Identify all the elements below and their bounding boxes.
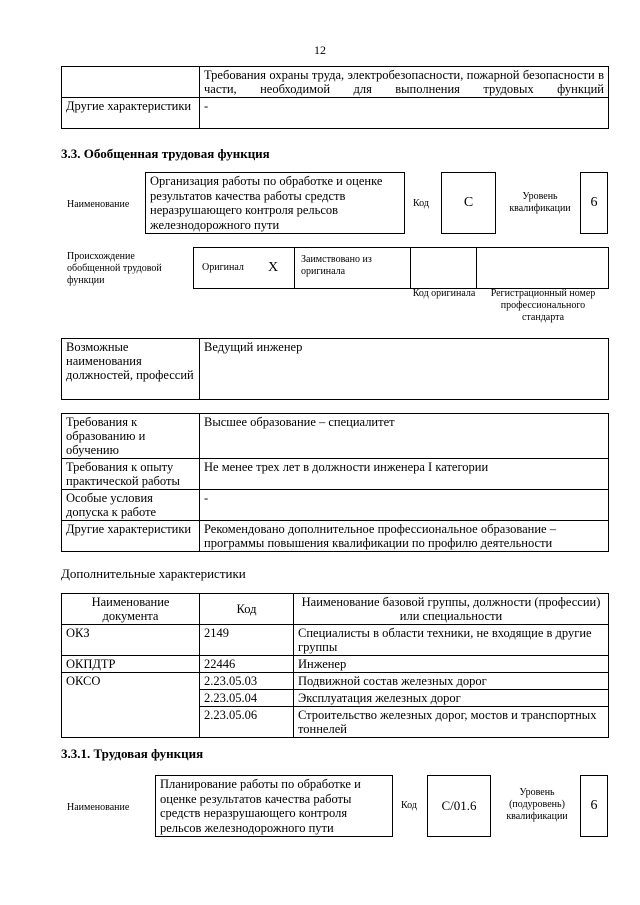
reg-number-caption: Регистрационный номер профессионального стандарта [490,288,596,323]
education-label: Требования к образованию и обучению [62,414,200,459]
gtf-level-label: Уровень квалификации [509,191,571,214]
row-doc: ОКЗ [62,625,200,656]
row-code: 2149 [200,625,294,656]
row-code: 2.23.05.06 [200,707,294,738]
origin-borrowed-label: Заимствовано из оригинала [301,254,372,277]
origin-original-mark: X [268,260,279,275]
experience-label: Требования к опыту практической работы [62,459,200,490]
safety-requirements-cell: Требования охраны труда, электробезопасности, пожарной безопасности в части, необходимой для выполнения трудовых функций [200,67,609,98]
experience-value: Не менее трех лет в должности инженера I категории [200,459,609,490]
origin-borrowed-cell [294,247,411,289]
row-name: Эксплуатация железных дорог [294,690,609,707]
code-original-caption: Код оригинала [412,288,476,299]
row-doc: ОКСО [62,673,200,738]
tf-code-box: C/01.6 [427,775,491,837]
tf-level-label: Уровень (подуровень) квалификации [506,787,568,822]
positions-table [61,338,609,400]
additional-table [61,593,609,738]
gtf-name-box: Организация работы по обработке и оценке результатов качества работы средств неразрушающего контроля рельсов железнодорожного пути [145,172,405,234]
row-name: Специалисты в области техники, не входящие в другие группы [294,625,609,656]
tf-code-label: Код [401,800,417,811]
gtf-level-box: 6 [580,172,608,234]
positions-value: Ведущий инженер [200,339,609,400]
section-heading-3-3-1: 3.3.1. Трудовая функция [61,746,204,761]
other-value: Рекомендовано дополнительное профессиональное образование – программы повышения квалификации по профилю деятельности [200,521,609,552]
table-row [62,673,609,690]
gtf-name-label: Наименование [67,199,130,210]
row-code: 2.23.05.04 [200,690,294,707]
tf-name-box: Планирование работы по обработке и оценке результатов качества работы средств неразрушающего контроля рельсов железнодорожного пути [155,775,393,837]
tf-name-label: Наименование [67,802,130,813]
table-row [62,656,609,673]
row-code: 2.23.05.03 [200,673,294,690]
tf-level-box: 6 [580,775,608,837]
requirements-table [61,413,609,552]
origin-original-label: Оригинал [202,262,244,273]
header-code: Код [200,594,294,625]
header-document: Наименование документа [62,594,200,625]
header-name: Наименование базовой группы, должности (профессии) или специальности [294,594,609,625]
education-value: Высшее образование – специалитет [200,414,609,459]
origin-regnum-cell [476,247,609,289]
row-name: Строительство железных дорог, мостов и транспортных тоннелей [294,707,609,738]
section-heading-3-3: 3.3. Обобщенная трудовая функция [61,146,270,161]
positions-label: Возможные наименования должностей, профессий [62,339,200,400]
gtf-code-label: Код [413,198,429,209]
gtf-code-box: C [441,172,496,234]
additional-title: Дополнительные характеристики [61,566,246,581]
other-characteristics-label: Другие характеристики [62,98,200,129]
admission-value: - [200,490,609,521]
page-number: 12 [314,43,326,57]
other-characteristics-value: - [200,98,609,129]
row-name: Подвижной состав железных дорог [294,673,609,690]
origin-label: Происхождение обобщенной трудовой функции [67,251,162,286]
origin-code-cell [410,247,477,289]
row-code: 22446 [200,656,294,673]
other-label: Другие характеристики [62,521,200,552]
top-table [61,66,609,129]
row-doc: ОКПДТР [62,656,200,673]
row-name: Инженер [294,656,609,673]
table-row [62,625,609,656]
origin-original-cell [193,247,295,289]
admission-label: Особые условия допуска к работе [62,490,200,521]
